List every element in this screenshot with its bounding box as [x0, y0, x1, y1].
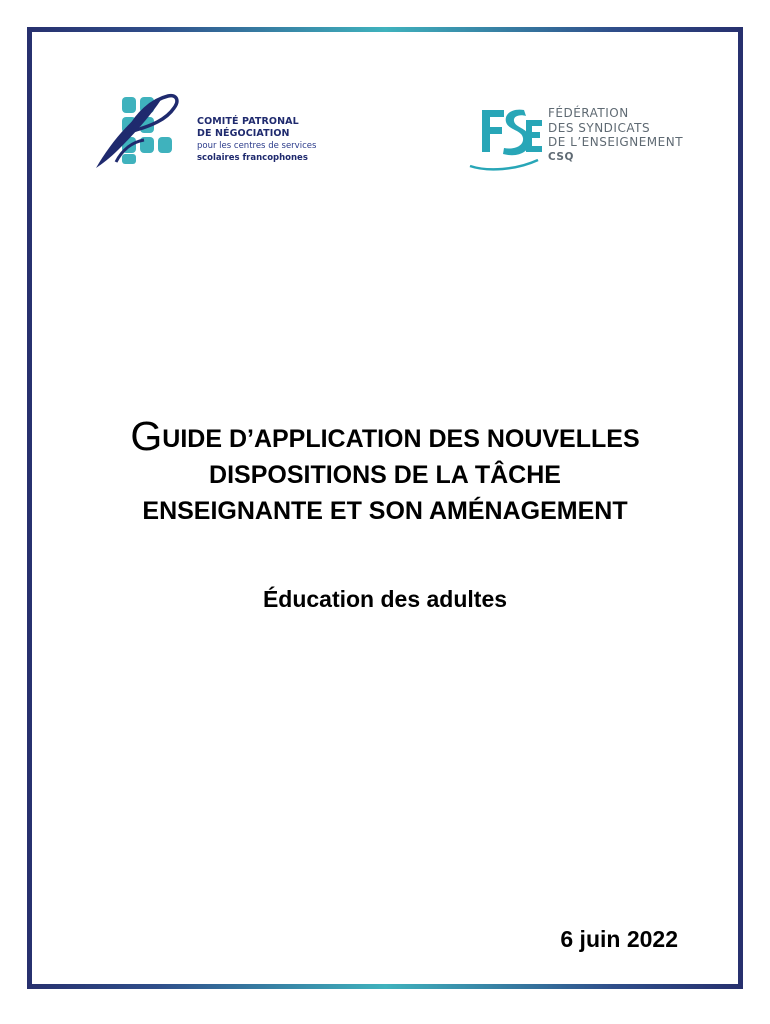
cpn-line-3: pour les centres de services	[197, 141, 317, 151]
title-line-2: DISPOSITIONS DE LA TÂCHE	[209, 461, 561, 489]
title-line-1-text: UIDE D’APPLICATION DES NOUVELLES	[162, 425, 640, 453]
document-subtitle: Éducation des adultes	[262, 586, 508, 612]
document-date: 6 juin 2022	[560, 926, 678, 952]
fse-line-3: DE L’ENSEIGNEMENT	[548, 135, 684, 149]
cpn-logo-text	[197, 116, 327, 164]
cpn-logo	[92, 92, 322, 172]
cpn-line-4: scolaires francophones	[197, 153, 308, 163]
fse-line-4: CSQ	[548, 150, 574, 163]
title-line-1	[40, 413, 730, 459]
title-line-3: ENSEIGNANTE ET SON AMÉNAGEMENT	[142, 497, 628, 525]
cpn-line-1: COMITÉ PATRONAL	[197, 116, 299, 127]
fse-monogram-icon	[468, 96, 544, 172]
cpn-monogram-icon	[92, 92, 184, 172]
fse-line-1: FÉDÉRATION	[548, 106, 629, 120]
fse-logo-text	[548, 106, 683, 164]
fse-logo	[468, 96, 698, 174]
title-drop-letter: G	[130, 413, 163, 459]
document-title	[40, 413, 730, 529]
cpn-line-2: DE NÉGOCIATION	[197, 128, 290, 139]
fse-line-2: DES SYNDICATS	[548, 120, 651, 135]
